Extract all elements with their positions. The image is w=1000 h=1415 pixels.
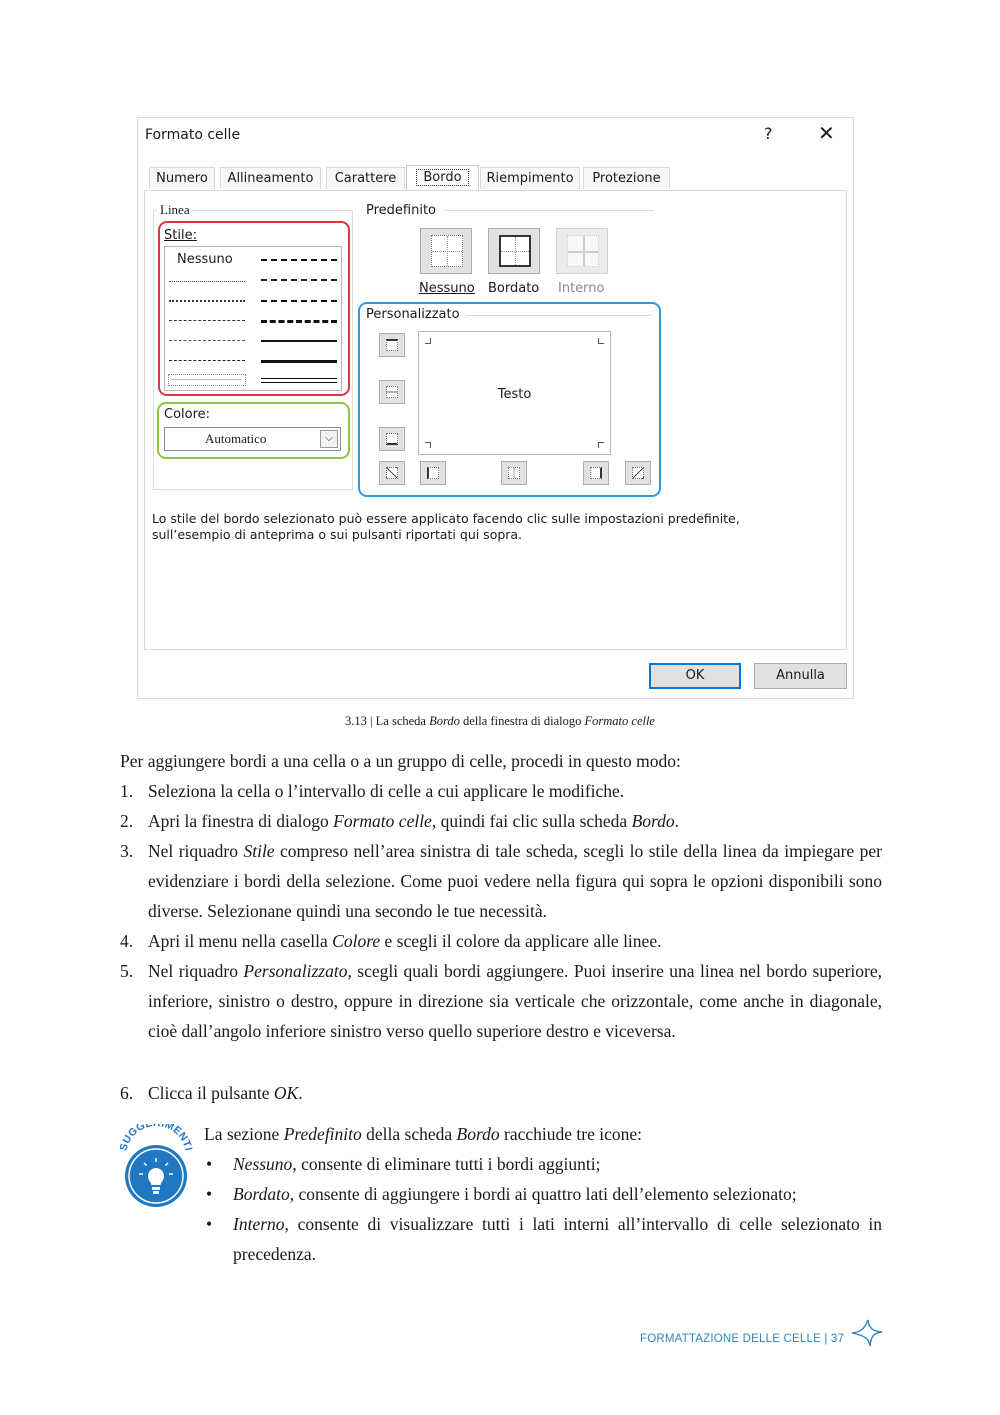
line-style-option[interactable] [261,300,337,302]
tip-badge [118,1124,194,1219]
line-style-option[interactable] [169,320,245,321]
preset-none-icon [431,235,463,267]
style-none-option[interactable]: Nessuno [177,252,233,267]
preset-inside-label: Interno [558,281,605,296]
color-label: Colore: [164,407,211,422]
tab-numero[interactable]: Numero [149,167,215,189]
tab-bordo[interactable]: Bordo [406,165,479,191]
selected-line-style[interactable] [168,374,246,386]
help-button[interactable]: ? [764,124,773,143]
tip-intro: La sezione Predefinito della scheda Bordo racchiude tre icone: [204,1124,642,1144]
border-middle-horizontal-button[interactable] [379,380,405,404]
line-style-option[interactable] [169,300,245,302]
line-style-option[interactable] [169,340,245,341]
line-style-option[interactable] [169,281,245,282]
list-item: 6. Clicca il pulsante OK. [120,1083,303,1103]
preset-inside-button[interactable] [556,228,608,274]
list-item: 1. Seleziona la cella o l’intervallo di celle a cui applicare le modifiche. [120,781,625,801]
border-left-button[interactable] [420,461,446,485]
line-style-option[interactable] [261,360,337,363]
svg-text:SUGGERIMENTI: SUGG MENTI [118,1124,194,1153]
line-style-list[interactable] [164,246,342,391]
list-item: 3. Nel riquadro Stile compreso nell’area sinistra di tale scheda, scegli lo stile della linea da impiegare per evidenziare i bordi della selezione. Come puoi vedere nella figura qui sopra le opzioni disponibili sono diverse. Selezionane quindi una secondo le tue necessità. [120,841,882,921]
line-style-option[interactable] [261,378,337,383]
chevron-down-icon[interactable]: ⌵ [320,430,338,448]
list-item: 4. Apri il menu nella casella Colore e scegli il colore da applicare alle linee. [120,931,662,951]
preview-corner [425,338,431,344]
personalizzato-label: Personalizzato [366,307,460,322]
line-style-option[interactable] [261,340,337,342]
lightbulb-icon [118,1124,194,1214]
ok-button[interactable]: OK [649,663,741,689]
color-value: Automatico [205,431,267,446]
predefinito-label: Predefinito [366,203,437,218]
tip-bullet: • Nessuno, consente di eliminare tutti i bordi aggiunti; [206,1154,601,1174]
line-style-option[interactable] [261,320,337,323]
preview-corner [598,338,604,344]
preset-outline-button[interactable] [488,228,540,274]
tab-riempimento[interactable]: Riempimento [480,167,580,189]
predefinito-divider [444,210,654,211]
cancel-button[interactable]: Annulla [754,663,847,689]
close-icon[interactable]: ✕ [818,121,835,145]
preset-outline-label: Bordato [488,281,540,296]
line-style-option[interactable] [261,279,337,281]
border-preview[interactable] [418,331,611,455]
border-top-button[interactable] [379,333,405,357]
preview-corner [425,442,431,448]
preview-corner [598,442,604,448]
personalizzato-divider [466,315,652,316]
star-arrow-icon [850,1318,884,1348]
list-item: 2. Apri la finestra di dialogo Formato celle, quindi fai clic sulla scheda Bordo. [120,811,680,831]
tab-protezione[interactable]: Protezione [583,167,670,189]
tab-allineamento[interactable]: Allineamento [220,167,321,189]
preset-none-button[interactable] [420,228,472,274]
preset-inside-icon [567,235,599,267]
style-label: Stile: [164,228,197,243]
tab-carattere[interactable]: Carattere [326,167,405,189]
color-select[interactable] [164,427,341,451]
preset-none-label: Nessuno [419,281,475,296]
tip-bullet: • Bordato, consente di aggiungere i bordi ai quattro lati dell’elemento selezionato; [206,1184,797,1204]
linea-group-label: Linea [157,202,193,218]
preview-text: Testo [497,387,532,402]
border-middle-vertical-button[interactable] [501,461,527,485]
line-style-option[interactable] [261,259,337,261]
page-footer: FORMATTAZIONE DELLE CELLE | 37 [640,1333,845,1345]
dialog-title: Formato celle [145,127,241,143]
preset-outline-icon [499,235,531,267]
border-diagonal-up-button[interactable] [379,461,405,485]
border-bottom-button[interactable] [379,427,405,451]
line-style-option[interactable] [169,360,245,361]
border-diagonal-down-button[interactable] [625,461,651,485]
list-item: 5. Nel riquadro Personalizzato, scegli quali bordi aggiungere. Puoi inserire una linea nel bordo superiore, inferiore, sinistro o destro, oppure in direzione sia verticale che orizzontale, come anche in diagonale, cioè dall’angolo inferiore sinistro verso quello superiore destro e viceversa. [120,961,882,1041]
border-right-button[interactable] [583,461,609,485]
figure-caption: 3.13 | La scheda Bordo della finestra di dialogo Formato celle [345,714,655,728]
info-text: Lo stile del bordo selezionato può essere applicato facendo clic sulle impostazioni predefinite, sull’esempio di anteprima o sui pulsanti riportati qui sopra. [152,511,740,542]
intro-paragraph: Per aggiungere bordi a una cella o a un gruppo di celle, procedi in questo modo: [120,751,681,771]
tip-bullet: • Interno, consente di visualizzare tutti i lati interni all’intervallo di celle selezionato in precedenza. [206,1214,882,1264]
